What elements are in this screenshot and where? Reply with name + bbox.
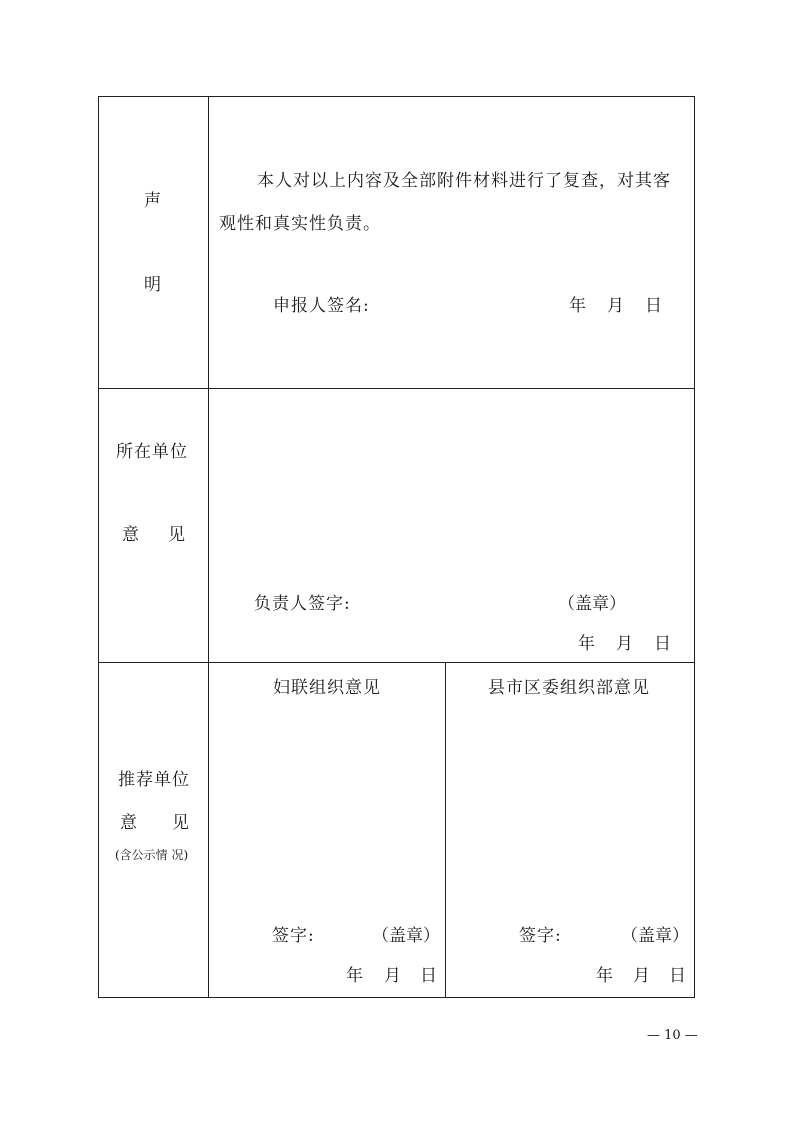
declaration-text-line2: 观性和真实性负责。 (219, 214, 381, 234)
unit-date-month: 月 (616, 634, 634, 654)
page-number: — 10 — (647, 1028, 698, 1043)
declaration-date-year: 年 (569, 296, 587, 316)
unit-date-day: 日 (654, 634, 672, 654)
party-committee-date-month: 月 (633, 966, 651, 986)
party-committee-sign-label: 签字: (519, 926, 562, 946)
row-divider-1 (98, 388, 695, 389)
unit-opinion-label-yi: 意 (122, 525, 140, 545)
party-committee-seal: （盖章） (621, 926, 689, 946)
party-committee-header: 县市区委组织部意见 (488, 678, 650, 698)
declaration-text-line1: 本人对以上内容及全部附件材料进行了复查，对其客 (257, 171, 671, 191)
womens-federation-date-day: 日 (420, 966, 438, 986)
recommend-label-note: (含公示情 况) (115, 848, 189, 862)
unit-opinion-label-jian: 见 (168, 525, 186, 545)
unit-date-year: 年 (578, 634, 596, 654)
womens-federation-seal: （盖章） (372, 926, 440, 946)
declaration-label-2: 明 (144, 275, 162, 295)
recommend-label-line1: 推荐单位 (118, 770, 190, 790)
declaration-date-month: 月 (607, 296, 625, 316)
row-divider-2 (98, 662, 695, 663)
recommend-column-divider (445, 662, 446, 998)
womens-federation-header: 妇联组织意见 (273, 678, 381, 698)
unit-seal-label: （盖章） (558, 594, 626, 614)
declaration-label-1: 声 (144, 191, 162, 211)
party-committee-date-year: 年 (596, 966, 614, 986)
label-column-divider (208, 96, 209, 998)
party-committee-date-day: 日 (669, 966, 687, 986)
recommend-label-yi: 意 (120, 813, 138, 833)
declaration-date-day: 日 (645, 296, 663, 316)
responsible-person-signature-label: 负责人签字: (254, 594, 351, 614)
womens-federation-sign-label: 签字: (272, 926, 315, 946)
unit-opinion-label-line1: 所在单位 (116, 442, 188, 462)
applicant-signature-label: 申报人签名: (273, 296, 370, 316)
womens-federation-date-year: 年 (346, 966, 364, 986)
womens-federation-date-month: 月 (384, 966, 402, 986)
recommend-label-jian: 见 (172, 813, 190, 833)
